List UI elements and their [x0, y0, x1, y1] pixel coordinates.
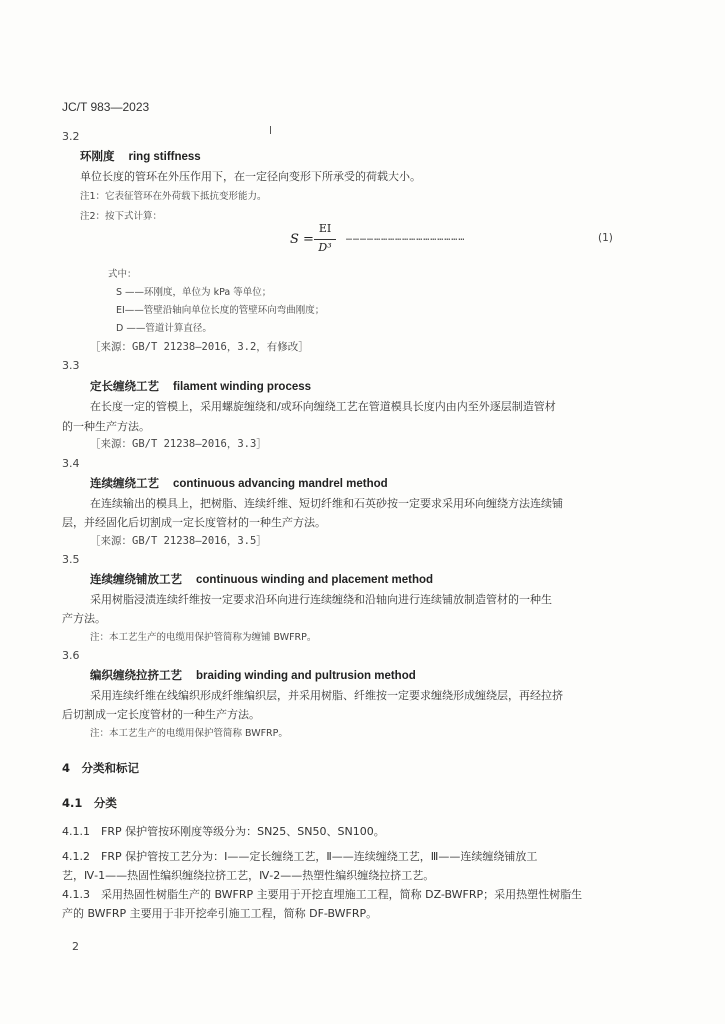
term-en: ring stiffness — [128, 151, 201, 163]
formula-denominator: D³ — [318, 241, 332, 254]
formula-numerator: EI — [318, 222, 332, 235]
term-en: braiding winding and pultrusion method — [196, 670, 416, 682]
paragraph: 4.1.1 FRP 保护管按环刚度等级分为：SN25、SN50、SN100。 — [62, 825, 385, 838]
definition: 的一种生产方法。 — [62, 420, 150, 433]
formula-lhs: S = — [290, 232, 314, 247]
variable-definition: D ——管道计算直径。 — [116, 323, 212, 334]
formula-1 — [290, 222, 620, 258]
definition: 在长度一定的管模上，采用螺旋缠绕和/或环向缠绕工艺在管道模具长度内由内至外逐层制造管材 — [90, 400, 556, 413]
clause-number: 3.2 — [62, 130, 80, 143]
source-reference: ［来源：GB/T 21238—2016，3.3］ — [90, 438, 267, 450]
fraction-bar — [314, 239, 336, 240]
term-en: continuous winding and placement method — [196, 574, 434, 586]
variable-definition: EI——管壁沿轴向单位长度的管壁环向弯曲刚度； — [116, 305, 325, 316]
definition: 采用连续纤维在线编织形成纤维编织层，并采用树脂、纤维按一定要求缠绕形成缠绕层，再经拉挤 — [90, 689, 563, 702]
note: 注1：它表征管环在外荷载下抵抗变形能力。 — [80, 191, 267, 202]
paragraph: 产的 BWFRP 主要用于非开挖牵引施工工程，简称 DF-BWFRP。 — [62, 907, 378, 920]
term-heading — [90, 571, 433, 587]
definition: 层，并经固化后切割成一定长度管材的一种生产方法。 — [62, 516, 326, 529]
term-zh: 连续缠绕铺放工艺 — [90, 572, 182, 586]
leader-dots: …………………………………………… — [346, 232, 466, 243]
definition: 采用树脂浸渍连续纤维按一定要求沿环向进行连续缠绕和沿轴向进行连续铺放制造管材的一种生 — [90, 593, 552, 606]
term-heading — [90, 378, 311, 394]
subclause-title: 4.1 分类 — [62, 796, 117, 810]
term-zh: 定长缠绕工艺 — [90, 379, 159, 393]
scan-mark — [270, 126, 271, 134]
term-en: filament winding process — [173, 381, 312, 393]
paragraph: 艺，Ⅳ-1——热固性编织缠绕拉挤工艺，Ⅳ-2——热塑性编织缠绕拉挤工艺。 — [62, 869, 435, 882]
clause-number: 3.4 — [62, 457, 80, 470]
term-zh: 环刚度 — [80, 149, 115, 163]
paragraph: 4.1.3 采用热固性树脂生产的 BWFRP 主要用于开挖直埋施工工程，简称 DZ-BWFRP；采用热塑性树脂生 — [62, 888, 583, 901]
chapter-title: 4 分类和标记 — [62, 761, 140, 775]
note: 注：本工艺生产的电缆用保护管简称 BWFRP。 — [90, 728, 288, 739]
definition: 后切割成一定长度管材的一种生产方法。 — [62, 708, 260, 721]
equation-number: (1) — [598, 232, 613, 244]
clause-number: 3.6 — [62, 649, 80, 662]
term-heading — [90, 475, 388, 491]
definition: 单位长度的管环在外压作用下，在一定径向变形下所承受的荷载大小。 — [80, 170, 421, 183]
source-reference: ［来源：GB/T 21238—2016，3.5］ — [90, 535, 267, 547]
term-heading — [90, 667, 416, 683]
term-zh: 连续缠绕工艺 — [90, 476, 159, 490]
definition: 在连续输出的模具上，把树脂、连续纤维、短切纤维和石英砂按一定要求采用环向缠绕方法连续铺 — [90, 497, 563, 510]
standard-number: JC/T 983—2023 — [62, 100, 150, 114]
page-number: 2 — [72, 940, 79, 953]
clause-number: 3.5 — [62, 553, 80, 566]
note: 注2：按下式计算： — [80, 211, 163, 222]
term-en: continuous advancing mandrel method — [173, 478, 388, 490]
term-heading — [80, 148, 201, 164]
variable-definition: S ——环刚度，单位为 kPa 等单位； — [116, 287, 272, 298]
source-reference: ［来源：GB/T 21238—2016，3.2，有修改］ — [90, 341, 309, 353]
note: 注：本工艺生产的电缆用保护管简称为缠铺 BWFRP。 — [90, 632, 317, 643]
clause-number: 3.3 — [62, 359, 80, 372]
where-label: 式中： — [108, 269, 137, 280]
definition: 产方法。 — [62, 612, 106, 625]
paragraph: 4.1.2 FRP 保护管按工艺分为：Ⅰ——定长缠绕工艺，Ⅱ——连续缠绕工艺，Ⅲ——连续缠绕铺放工 — [62, 850, 538, 863]
term-zh: 编织缠绕拉挤工艺 — [90, 668, 182, 682]
